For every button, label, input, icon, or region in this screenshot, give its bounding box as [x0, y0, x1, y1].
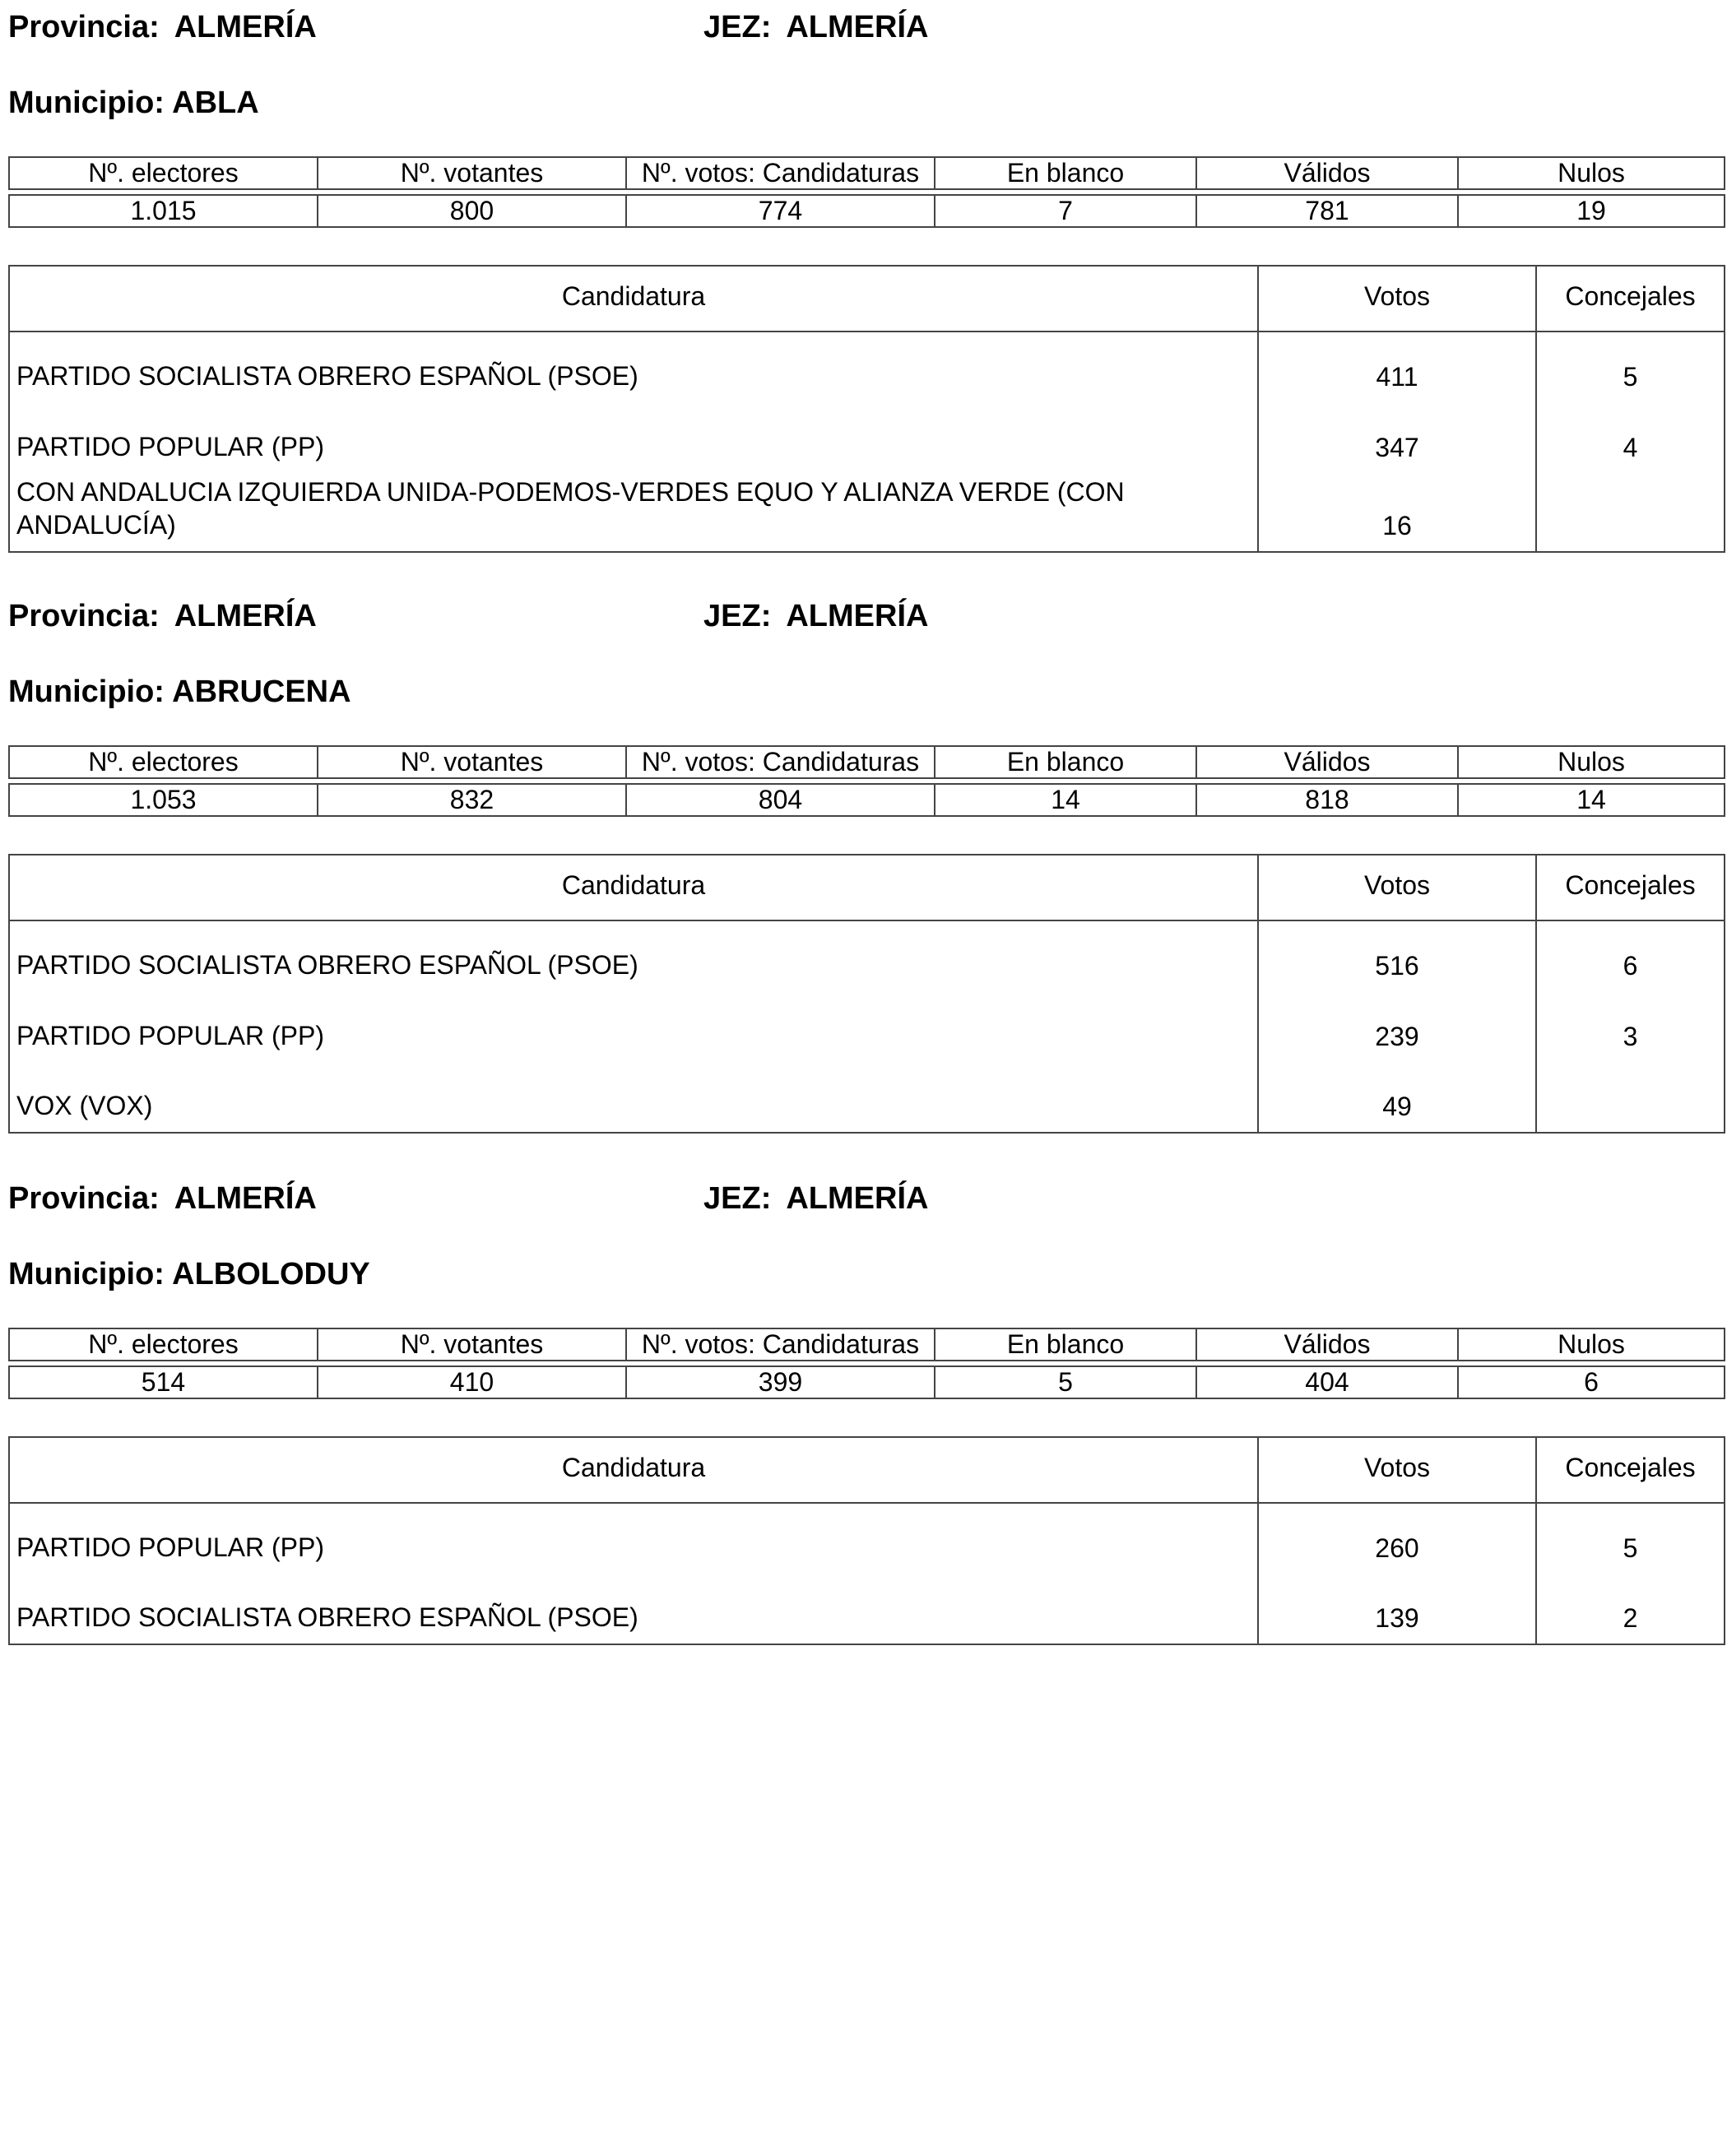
- provincia-label: Provincia:: [8, 1181, 160, 1216]
- stats-value-row: [9, 195, 1725, 227]
- stats-value: 399: [626, 1366, 935, 1398]
- provincia-heading: [8, 10, 317, 45]
- jez-label: JEZ:: [703, 1181, 772, 1216]
- cand-row: [9, 991, 1725, 1062]
- jez-heading: [703, 10, 928, 45]
- provincia-value: ALMERÍA: [174, 10, 317, 44]
- stats-header: En blanco: [935, 1328, 1196, 1361]
- stats-value: 14: [1458, 784, 1725, 816]
- cand-header: Candidatura: [9, 855, 1258, 920]
- cand-row: [9, 1062, 1725, 1133]
- municipio-label: Municipio:: [8, 1257, 165, 1291]
- cand-header: Concejales: [1536, 1437, 1725, 1503]
- cand-votos: 16: [1258, 473, 1536, 552]
- cand-header-row: [9, 1437, 1725, 1503]
- cand-header: Candidatura: [9, 266, 1258, 332]
- stats-value-row: [9, 1366, 1725, 1398]
- stats-value: 804: [626, 784, 935, 816]
- municipio-value: ALBOLODUY: [172, 1257, 370, 1291]
- cand-header-row: [9, 266, 1725, 332]
- municipio-value: ABLA: [172, 86, 259, 120]
- stats-table: [8, 745, 1725, 817]
- cand-name: PARTIDO SOCIALISTA OBRERO ESPAÑOL (PSOE): [9, 1574, 1258, 1644]
- provincia-value: ALMERÍA: [174, 599, 317, 633]
- stats-table: [8, 156, 1725, 228]
- provincia-heading: [8, 599, 317, 634]
- jez-value: ALMERÍA: [786, 1181, 929, 1216]
- stats-header: Nº. votos: Candidaturas: [626, 746, 935, 778]
- cand-header-row: [9, 855, 1725, 920]
- cand-concejales: [1536, 1062, 1725, 1133]
- cand-concejales: 5: [1623, 1533, 1638, 1563]
- cand-name: VOX (VOX): [9, 1062, 1258, 1133]
- cand-votos: 516: [1258, 920, 1536, 991]
- cand-concejales: 6: [1623, 951, 1638, 981]
- stats-header: Nº. votantes: [318, 1328, 626, 1361]
- candidaturas-table: [8, 1436, 1725, 1645]
- stats-value: 5: [935, 1366, 1196, 1398]
- stats-header-row: [9, 157, 1725, 189]
- stats-value: 781: [1196, 195, 1458, 227]
- stats-header: Nº. votantes: [318, 157, 626, 189]
- stats-header: Nº. votos: Candidaturas: [626, 1328, 935, 1361]
- municipio-label: Municipio:: [8, 675, 165, 709]
- cand-name: PARTIDO POPULAR (PP): [9, 402, 1258, 473]
- candidaturas-table: [8, 854, 1725, 1134]
- cand-concejales: 3: [1623, 1022, 1638, 1051]
- stats-header: Nulos: [1458, 746, 1725, 778]
- cand-header: Votos: [1258, 855, 1536, 920]
- cand-name: PARTIDO POPULAR (PP): [9, 991, 1258, 1062]
- stats-header: Nulos: [1458, 1328, 1725, 1361]
- cand-header: Candidatura: [9, 1437, 1258, 1503]
- cand-votos: 239: [1258, 991, 1536, 1062]
- cand-row: [9, 402, 1725, 473]
- cand-row: [9, 920, 1725, 991]
- municipality-block: [8, 1171, 1724, 1633]
- cand-name: PARTIDO SOCIALISTA OBRERO ESPAÑOL (PSOE): [9, 920, 1258, 991]
- provincia-heading: [8, 1181, 317, 1217]
- cand-concejales: 4: [1623, 433, 1638, 462]
- stats-value: 514: [9, 1366, 318, 1398]
- cand-votos: 260: [1258, 1503, 1536, 1574]
- stats-value: 7: [935, 195, 1196, 227]
- stats-value: 6: [1458, 1366, 1725, 1398]
- cand-concejales: 5: [1623, 362, 1638, 392]
- jez-value: ALMERÍA: [786, 10, 929, 44]
- cand-header: Votos: [1258, 1437, 1536, 1503]
- stats-header-row: [9, 746, 1725, 778]
- stats-table: [8, 1328, 1725, 1399]
- stats-header-row: [9, 1328, 1725, 1361]
- stats-header: Nº. electores: [9, 1328, 318, 1361]
- cand-name: CON ANDALUCIA IZQUIERDA UNIDA-PODEMOS-VERDES EQUO Y ALIANZA VERDE (CON ANDALUCÍA): [9, 473, 1258, 552]
- cand-concejales: [1536, 473, 1725, 552]
- stats-header: Válidos: [1196, 1328, 1458, 1361]
- jez-label: JEZ:: [703, 10, 772, 44]
- stats-value: 774: [626, 195, 935, 227]
- cand-row: [9, 332, 1725, 402]
- stats-header: En blanco: [935, 746, 1196, 778]
- stats-header: Válidos: [1196, 157, 1458, 189]
- block-header: [8, 0, 1724, 156]
- cand-row: [9, 1574, 1725, 1644]
- provincia-value: ALMERÍA: [174, 1181, 317, 1216]
- stats-value: 19: [1458, 195, 1725, 227]
- stats-header: Nº. votos: Candidaturas: [626, 157, 935, 189]
- municipio-label: Municipio:: [8, 86, 165, 120]
- cand-votos: 411: [1258, 332, 1536, 402]
- stats-value: 800: [318, 195, 626, 227]
- cand-name: PARTIDO SOCIALISTA OBRERO ESPAÑOL (PSOE): [9, 332, 1258, 402]
- municipality-block: [8, 589, 1724, 1121]
- cand-header: Votos: [1258, 266, 1536, 332]
- cand-header: Concejales: [1536, 266, 1725, 332]
- stats-header: Válidos: [1196, 746, 1458, 778]
- jez-label: JEZ:: [703, 599, 772, 633]
- stats-header: En blanco: [935, 157, 1196, 189]
- municipio-heading: [8, 1257, 370, 1292]
- stats-header: Nº. votantes: [318, 746, 626, 778]
- stats-value: 1.015: [9, 195, 318, 227]
- jez-value: ALMERÍA: [786, 599, 929, 633]
- municipio-heading: [8, 86, 259, 121]
- block-header: [8, 589, 1724, 745]
- stats-header: Nulos: [1458, 157, 1725, 189]
- stats-value-row: [9, 784, 1725, 816]
- cand-name: PARTIDO POPULAR (PP): [9, 1503, 1258, 1574]
- stats-header: Nº. electores: [9, 746, 318, 778]
- cand-row: [9, 473, 1725, 552]
- provincia-label: Provincia:: [8, 599, 160, 633]
- cand-row: [9, 1503, 1725, 1574]
- municipio-heading: [8, 675, 351, 710]
- cand-concejales: 2: [1623, 1603, 1638, 1633]
- stats-header: Nº. electores: [9, 157, 318, 189]
- cand-votos: 49: [1258, 1062, 1536, 1133]
- cand-votos: 347: [1258, 402, 1536, 473]
- stats-value: 404: [1196, 1366, 1458, 1398]
- candidaturas-table: [8, 265, 1725, 553]
- stats-value: 14: [935, 784, 1196, 816]
- stats-value: 410: [318, 1366, 626, 1398]
- jez-heading: [703, 599, 928, 634]
- stats-value: 1.053: [9, 784, 318, 816]
- municipio-value: ABRUCENA: [172, 675, 351, 709]
- cand-votos: 139: [1258, 1574, 1536, 1644]
- cand-header: Concejales: [1536, 855, 1725, 920]
- jez-heading: [703, 1181, 928, 1217]
- provincia-label: Provincia:: [8, 10, 160, 44]
- stats-value: 832: [318, 784, 626, 816]
- municipality-block: [8, 0, 1724, 540]
- stats-value: 818: [1196, 784, 1458, 816]
- block-header: [8, 1171, 1724, 1328]
